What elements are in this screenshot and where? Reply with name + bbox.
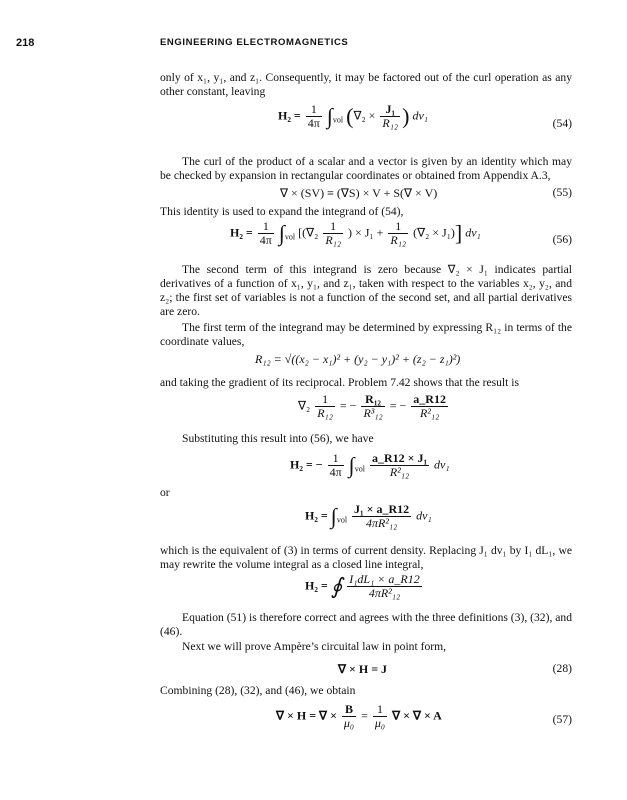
- eq-fraction: $\frac{1}{\text{R₁₂}}$: [390, 219, 407, 247]
- equation-h2c: [305, 573, 424, 600]
- eq-equals: =: [361, 708, 368, 723]
- paragraph: The first term of the integrand may be determined by expressing R₁₂ in terms of the coordinate values,: [160, 321, 572, 348]
- eq-lhs: ∇ × H = ∇ ×: [276, 708, 337, 723]
- equation-54: [278, 103, 428, 130]
- integral-sign: ∫: [326, 103, 333, 129]
- equation-number: (28): [552, 662, 572, 675]
- eq-bracket-close: ]: [454, 220, 463, 246]
- eq-lhs: H₂ = −: [290, 457, 323, 472]
- equation-28: ∇ × H = J: [338, 662, 388, 676]
- paragraph: Equation (51) is therefore correct and agrees with the three definitions (3), (32), and (46).: [160, 611, 572, 638]
- running-title: ENGINEERING ELECTROMAGNETICS: [160, 37, 349, 48]
- eq-fraction: $\frac{\text{a\_R12 × J₁}}{\text{R²₁₂}}$: [371, 451, 428, 479]
- paren-close: ): [402, 103, 410, 129]
- eq-fraction: $\frac{1}{\text{R₁₂}}$: [317, 392, 333, 420]
- integral-limit: vol: [354, 464, 365, 474]
- eq-lhs: H₂ =: [305, 508, 328, 523]
- paragraph: This identity is used to expand the integrand of (54),: [160, 205, 404, 218]
- eq-tail: (∇₂ × J₁): [413, 225, 455, 240]
- eq-equals: = −: [389, 398, 407, 413]
- eq-lhs: H₂ =: [278, 108, 301, 123]
- contour-integral-sign: ∮: [330, 573, 343, 599]
- equation-h2b: [305, 503, 432, 530]
- eq-lhs: ∇₂: [298, 398, 311, 413]
- paragraph: Substituting this result into (56), we have: [182, 432, 374, 445]
- equation-number: (57): [552, 713, 572, 726]
- eq-fraction: $\frac{1}{\text{μ₀}}$: [374, 702, 386, 730]
- eq-fraction: $\frac{\text{J₁}}{\text{R₁₂}}$: [382, 102, 399, 130]
- equation-h2a: [290, 452, 450, 479]
- eq-middle: ) × J₁ +: [348, 225, 384, 240]
- eq-lhs: H₂ =: [305, 578, 328, 593]
- paragraph: Next we will prove Ampère’s circuital law in point form,: [182, 640, 447, 653]
- paragraph: which is the equivalent of (3) in terms of current density. Replacing J₁ dv₁ by I₁ dL₁, we may rewrite the volume integral as a closed line integral,: [160, 544, 572, 571]
- equation-56: [230, 220, 481, 247]
- integral-sign: ∫: [330, 503, 337, 529]
- integral-limit: vol: [332, 115, 344, 125]
- paragraph: or: [160, 486, 170, 499]
- eq-rhs: ∇ × ∇ × A: [392, 708, 442, 723]
- eq-differential: dv₁: [416, 508, 432, 523]
- paragraph: only of x₁, y₁, and z₁. Consequently, it may be factored out of the curl operation as any other constant, leaving: [160, 71, 572, 98]
- eq-lhs: H₂ =: [230, 225, 253, 240]
- eq-fraction: $\frac{1}{4\pi}$: [259, 219, 272, 247]
- eq-fraction: $\frac{1}{4\pi}$: [329, 451, 342, 479]
- eq-differential: dv₁: [412, 108, 428, 123]
- equation-r12: R₁₂ = √((x₂ − x₁)² + (y₂ − y₁)² + (z₂ − z₁)²): [255, 352, 461, 366]
- paragraph: The second term of this integrand is zero because ∇₂ × J₁ indicates partial derivatives of a function of x₁, y₁, and z₁, taken with respect to the variables x₂, y₂, and z₂; the first set of variables is not a function of the second set, and all partial derivatives are zero.: [160, 263, 572, 318]
- equation-number: (54): [552, 117, 572, 130]
- eq-fraction: $\frac{1}{\text{R₁₂}}$: [325, 219, 341, 247]
- eq-operator: ∇₂ ×: [353, 108, 376, 123]
- eq-bracket-open: [(∇₂: [298, 225, 319, 240]
- eq-fraction: $\frac{\text{I₁dL₁ × a\_R12}}{\text{4πR²₁₂}}$: [349, 572, 420, 600]
- paren-open: (: [346, 103, 354, 129]
- equation-55: ∇ × (SV) ≡ (∇S) × V + S(∇ × V): [280, 186, 438, 200]
- eq-fraction: $\frac{a\_R12}{\text{R²₁₂}}$: [413, 392, 446, 420]
- equation-number: (55): [552, 186, 572, 199]
- eq-differential: dv₁: [434, 457, 450, 472]
- equation-number: (56): [552, 233, 572, 246]
- eq-fraction: $\frac{\text{R₁₂}}{\text{R³₁₂}}$: [363, 392, 383, 420]
- eq-fraction: $\frac{1}{4\pi}$: [307, 102, 320, 130]
- integral-sign: ∫: [348, 452, 355, 478]
- eq-fraction: $\frac{\text{J₁ × a\_R12}}{\text{4πR²₁₂}}$: [354, 502, 410, 530]
- equation-gradient: [298, 393, 450, 420]
- paragraph: and taking the gradient of its reciprocal. Problem 7.42 shows that the result is: [160, 376, 520, 389]
- equation-57: [276, 703, 442, 730]
- page-number: 218: [16, 37, 35, 49]
- eq-differential: dv₁: [465, 225, 481, 240]
- eq-fraction: $\frac{B}{\text{μ₀}}$: [343, 702, 355, 730]
- integral-limit: vol: [336, 515, 348, 525]
- integral-sign: ∫: [278, 220, 285, 246]
- integral-limit: vol: [284, 232, 296, 242]
- paragraph: The curl of the product of a scalar and a vector is given by an identity which may be checked by expansion in rectangular coordinates or obtained from Appendix A.3,: [160, 155, 572, 182]
- eq-equals: = −: [339, 398, 357, 413]
- paragraph: Combining (28), (32), and (46), we obtain: [160, 684, 356, 697]
